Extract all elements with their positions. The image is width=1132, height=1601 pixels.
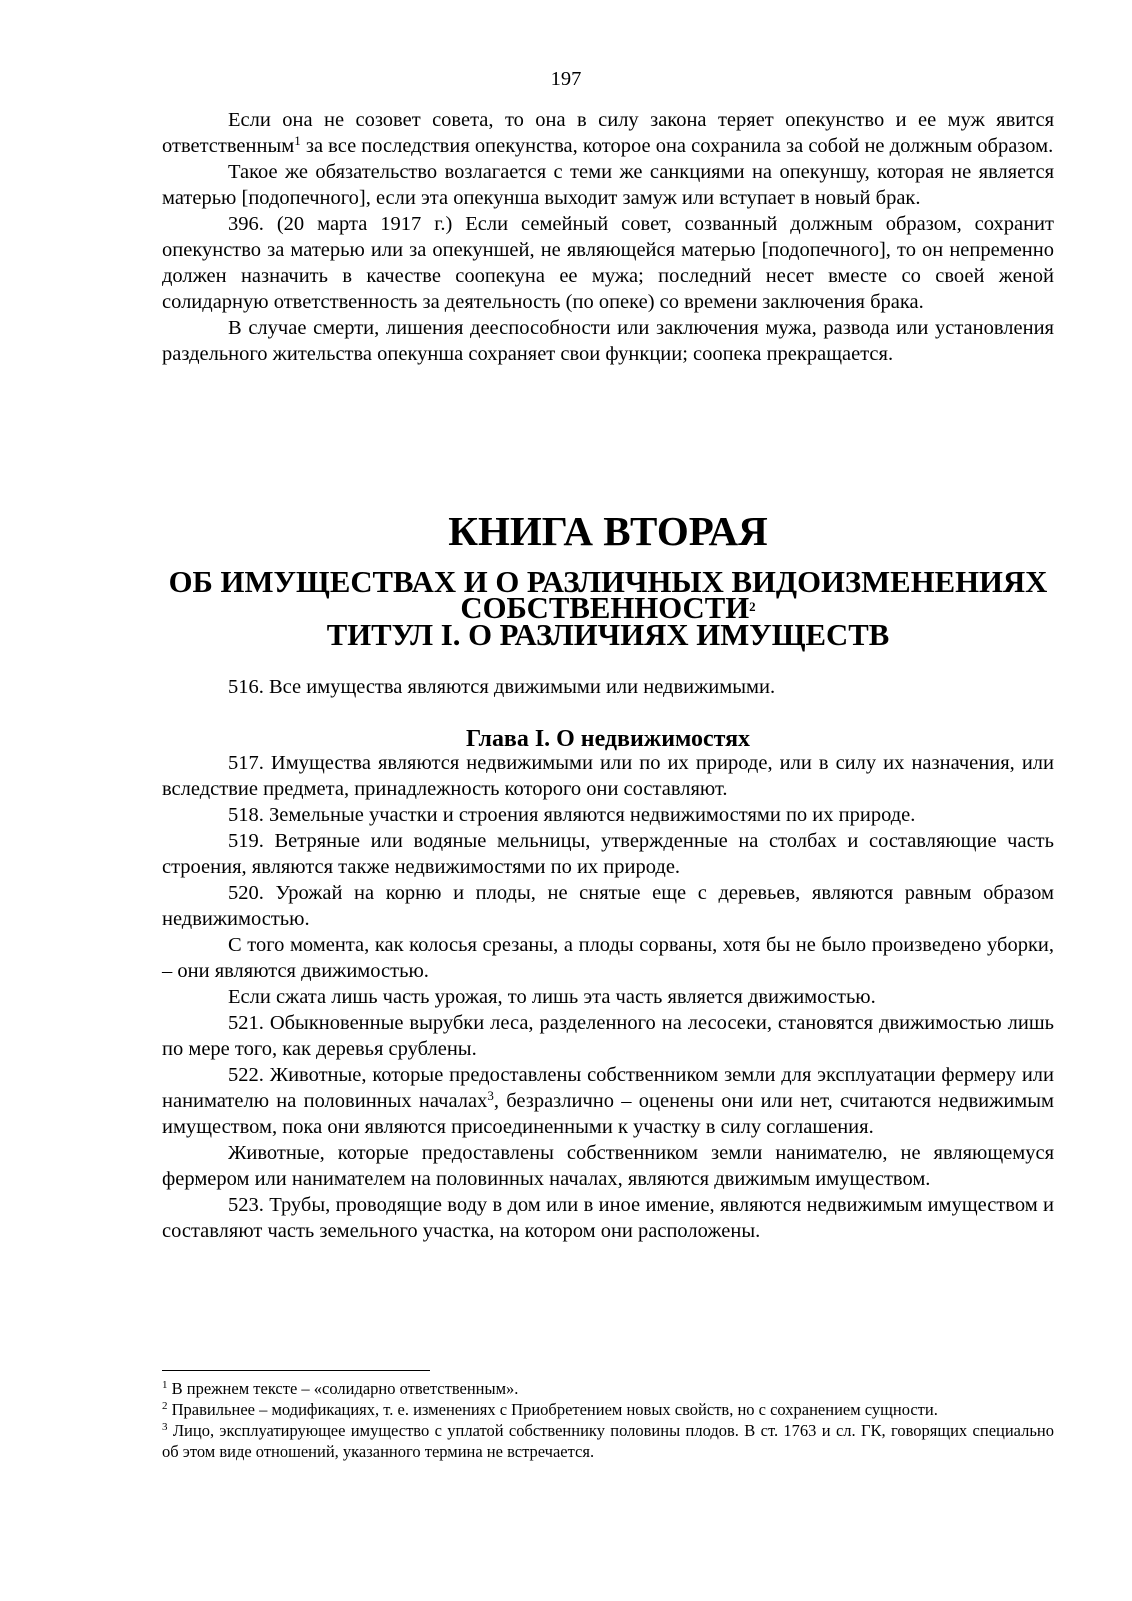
paragraph: 517. Имущества являются недвижимыми или по их природе, или в силу их назначения, или вследствие предмета, принадлежность которого они составляют. [162, 752, 1054, 800]
book-title: КНИГА ВТОРАЯ [448, 508, 768, 554]
paragraph: В случае смерти, лишения дееспособности или заключения мужа, развода или установления раздельного жительства опекунша сохраняет свои функции; соопека прекращается. [162, 317, 1054, 365]
chapter-text-block [162, 750, 1054, 1244]
article-516: 516. Все имущества являются движимыми или недвижимыми. [228, 676, 776, 698]
paragraph: 518. Земельные участки и строения являются недвижимостями по их природе. [228, 804, 916, 826]
footnote: $^2$ Правильнее – модификациях, т. е. изменениях с Приобретением новых свойств, но с сохранением сущности. [162, 1400, 938, 1419]
footnotes [162, 1378, 1054, 1462]
paragraph: Такое же обязательство возлагается с теми же санкциями на опекуншу, которая не является матерью [подопечного], если эта опекунша выходит замуж или вступает в новый брак. [162, 161, 1054, 209]
page-number: 197 [550, 68, 582, 90]
top-text-block [162, 107, 1054, 367]
book-subtitle: ОБ ИМУЩЕСТВАХ И О РАЗЛИЧНЫХ ВИДОИЗМЕНЕНИЯХ СОБСТВЕННОСТИ$^2$ [168, 565, 1048, 625]
paragraph: Животные, которые предоставлены собственником земли нанимателю, не являющемуся фермером или нанимателем на половинных началах, являются движимым имуществом. [162, 1142, 1054, 1190]
footnote-divider [162, 1370, 430, 1371]
paragraph: Если сжата лишь часть урожая, то лишь эта часть является движимостью. [228, 986, 876, 1008]
paragraph: 523. Трубы, проводящие воду в дом или в иное имение, являются недвижимым имуществом и составляют часть земельного участка, на котором они расположены. [162, 1194, 1054, 1242]
paragraph: Если она не созовет совета, то она в силу закона теряет опекунство и ее муж явится ответственным$^1$ за все последствия опекунства, которое она сохранила за собой не должным образом. [162, 109, 1054, 157]
chapter-heading: Глава I. О недвижимостях [465, 726, 751, 752]
footnote-ref: 1 [294, 133, 301, 148]
paragraph: 520. Урожай на корню и плоды, не снятые еще с деревьев, являются равным образом недвижимостью. [162, 882, 1054, 930]
paragraph: 521. Обыкновенные вырубки леса, разделенного на лесосеки, становятся движимостью лишь по мере того, как деревья срублены. [162, 1012, 1054, 1060]
footnote: $^3$ Лицо, эксплуатирующее имущество с уплатой собственнику половины плодов. В ст. 1763 и сл. ГК, говорящих специально об этом виде отношений, указанного термина не встречается. [162, 1421, 1054, 1461]
paragraph: 519. Ветряные или водяные мельницы, утвержденные на столбах и составляющие часть строения, являются также недвижимостями по их природе. [162, 830, 1054, 878]
paragraph: С того момента, как колосья срезаны, а плоды сорваны, хотя бы не было произведено уборки, – они являются движимостью. [162, 934, 1054, 982]
paragraph: 396. (20 марта 1917 г.) Если семейный совет, созванный должным образом, сохранит опекунство за матерью или за опекуншей, не являющейся матерью [подопечного], то он непременно должен назначить в качестве соопекуна ее мужа; последний несет вместе со своей женой солидарную ответственность за деятельность (по опеке) со времени заключения брака. [162, 213, 1054, 313]
paragraph: 522. Животные, которые предоставлены собственником земли для эксплуатации фермеру или нанимателю на половинных началах$^3$, безразлично – оценены они или нет, считаются недвижимым имуществом, пока они являются присоединенными к участку в силу соглашения. [162, 1064, 1055, 1138]
footnote: $^1$ В прежнем тексте – «солидарно ответственным». [162, 1379, 519, 1398]
footnote-ref: 3 [487, 1088, 494, 1103]
footnote-ref: 2 [749, 599, 756, 614]
title-heading: ТИТУЛ I. О РАЗЛИЧИЯХ ИМУЩЕСТВ [326, 618, 890, 652]
